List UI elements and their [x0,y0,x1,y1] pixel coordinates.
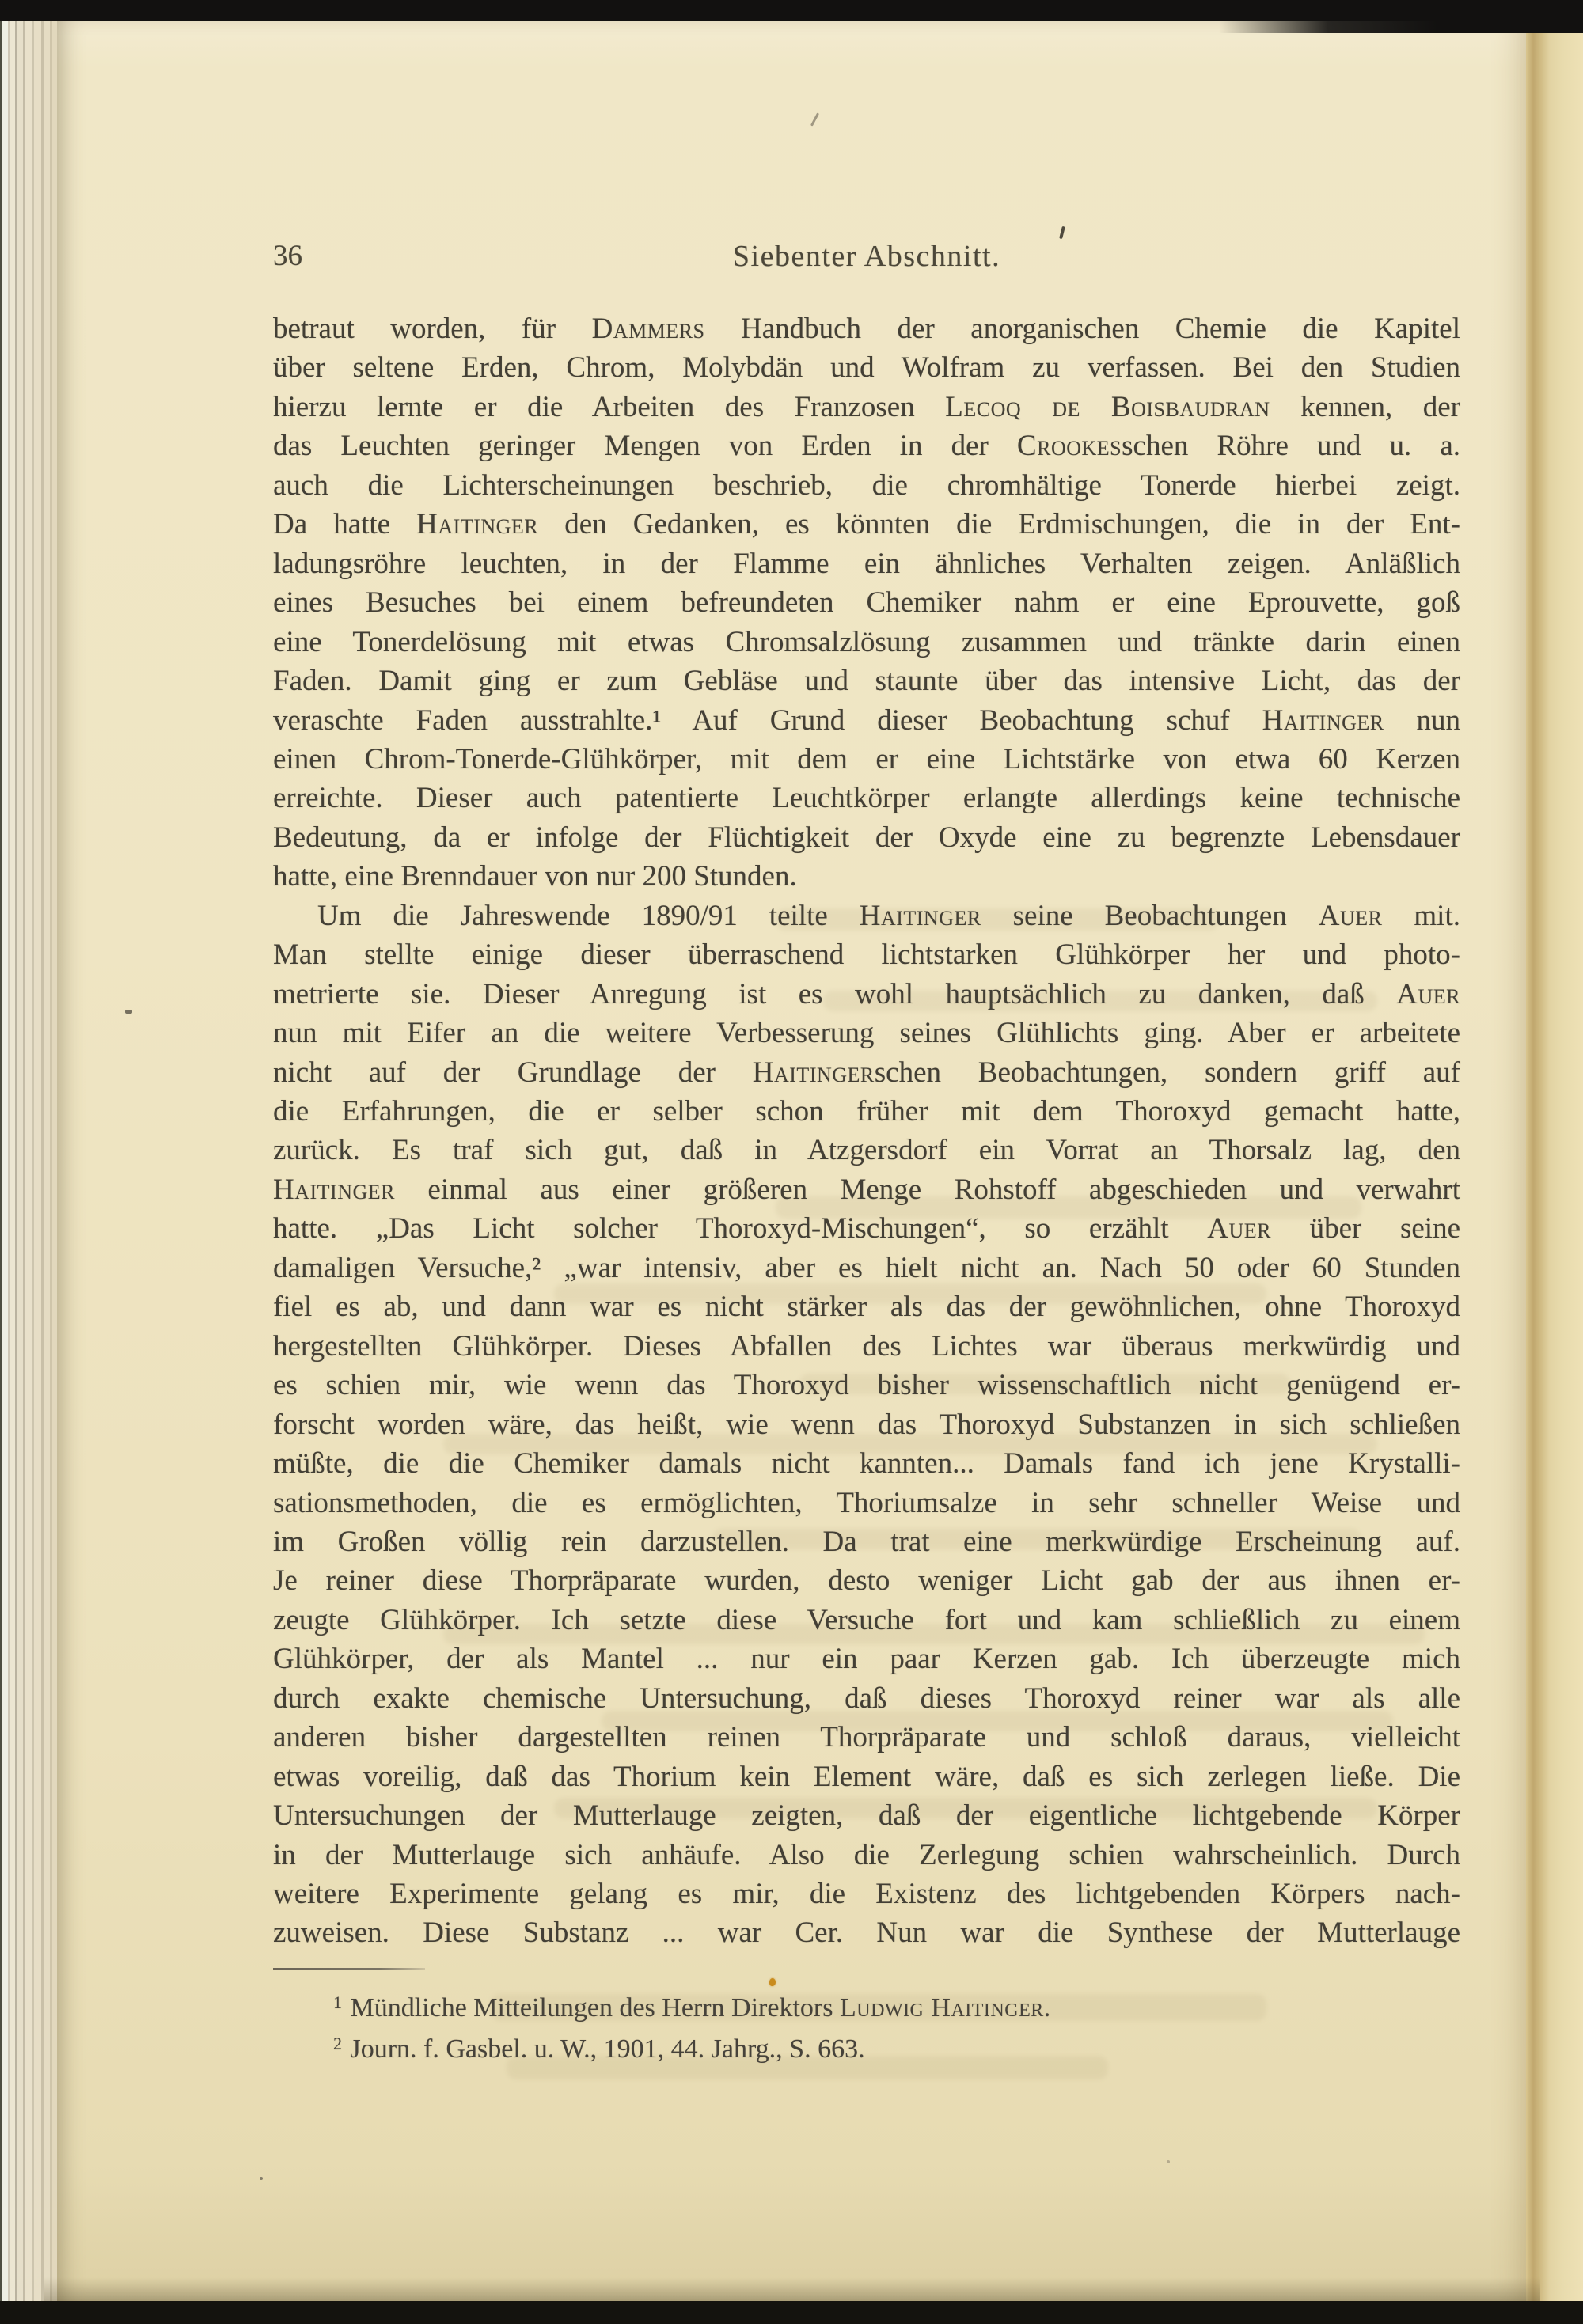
text-line: über seltene Erden, Chrom, Molybdän und Wolfram zu verfassen. Bei den Studien [273,351,1460,385]
text-line: müßte, die die Chemiker damals nicht kannten... Damals fand ich jene Krystalli- [273,1447,1460,1480]
small-caps-name: Haitinger [1262,703,1384,737]
text-line: durch exakte chemische Untersuchung, daß dieses Thoroxyd reiner war als alle [273,1681,1460,1715]
footnote-rule [273,1968,425,1970]
text-line: Haitinger einmal aus einer größeren Menge Rohstoff abgeschieden und verwahrt [273,1173,1460,1206]
text-line: anderen bisher dargestellten reinen Thorpräparate und schloß daraus, vielleicht [273,1721,1460,1754]
footnotes [273,1982,1476,2064]
text-line: Da hatte Haitinger den Gedanken, es könnten die Erdmischungen, die in der Ent- [273,508,1461,541]
page-bottom-shadow [44,2277,1540,2301]
dust-speck [260,2177,263,2180]
small-caps-name: Haitinger [416,508,539,541]
text-line: damaligen Versuche,² „war intensiv, aber es hielt nicht an. Nach 50 oder 60 Stunden [273,1251,1460,1284]
footnote-marker: 2 [333,2034,344,2053]
running-header: Siebenter Abschnitt. [732,240,1001,273]
text-line: fiel es ab, und dann war es nicht stärker als das der gewöhnlichen, ohne Thoroxyd [273,1291,1460,1324]
text-line: Je reiner diese Thorpräparate wurden, desto weniger Licht gab der aus ihnen er- [273,1564,1460,1598]
text-line: erreichte. Dieser auch patentierte Leuchtkörper erlangte allerdings keine technische [273,782,1460,815]
small-caps-name: Ludwig Haitinger [839,1993,1044,2023]
text-line: die Erfahrungen, die er selber schon früher mit dem Thoroxyd gemacht hatte, [273,1095,1460,1128]
small-caps-name: Haitinger [859,899,981,932]
footnote: $^2$ Journ. f. Gasbel. u. W., 1901, 44. Jahrg., S. 663. [333,2034,865,2064]
text-line: auch die Lichterscheinungen beschrieb, die chromhältige Tonerde hierbei zeigt. [273,468,1460,502]
text-line: einen Chrom-Tonerde-Glühkörper, mit dem er eine Lichtstärke von etwa 60 Kerzen [273,742,1460,775]
scan-background-top-wedge [1219,19,1583,33]
text-line: hierzu lernte er die Arbeiten des Franzosen Lecoq de Boisbaudran kennen, der [273,390,1460,423]
small-caps-name: Dammers [591,313,705,345]
margin-dot [125,1010,132,1014]
text-line: betraut worden, für Dammers Handbuch der anorganischen Chemie die Kapitel [273,313,1460,345]
scan-background-bottom [0,2301,1583,2324]
text-line: forscht worden wäre, das heißt, wie wenn das Thoroxyd Substanzen in sich schließen [273,1408,1460,1441]
text-line: Faden. Damit ging er zum Gebläse und staunte über das intensive Licht, das der [273,665,1460,698]
text-line: hergestellten Glühkörper. Dieses Abfallen des Lichtes war überaus merkwürdig und [273,1329,1460,1363]
text-line: sationsmethoden, die es ermöglichten, Thoriumsalze in sehr schneller Weise und [273,1486,1460,1519]
text-line: zuweisen. Diese Substanz ... war Cer. Nun war die Synthese der Mutterlauge [273,1916,1460,1950]
text-line: nun mit Eifer an die weitere Verbesserung seines Glühlichts ging. Aber er arbeitete [273,1017,1460,1050]
text-line: eine Tonerdelösung mit etwas Chromsalzlösung zusammen und tränkte darin einen [273,625,1460,658]
text-line: hatte, eine Brenndauer von nur 200 Stunden. [273,860,797,893]
footnote-marker: 1 [333,1992,344,2012]
small-caps-name: Auer [1396,977,1460,1010]
text-line: veraschte Faden ausstrahlte.¹ Auf Grund dieser Beobachtung schuf Haitinger nun [273,703,1461,737]
small-caps-name: Auer [1318,899,1383,932]
body-text [273,309,1460,1963]
text-line: etwas voreilig, daß das Thorium kein Element wäre, daß es sich zerlegen ließe. Die [273,1760,1460,1793]
text-line: im Großen völlig rein darzustellen. Da trat eine merkwürdige Erscheinung auf. [273,1525,1460,1558]
text-line: zurück. Es traf sich gut, daß in Atzgersdorf ein Vorrat an Thorsalz lag, den [273,1134,1460,1167]
text-line: eines Besuches bei einem befreundeten Chemiker nahm er eine Eprouvette, goß [273,586,1460,620]
text-line: das Leuchten geringer Mengen von Erden in der Crookesschen Röhre und u. a. [273,430,1460,463]
page-stack-fore-edge [0,21,57,2301]
text-line: Um die Jahreswende 1890/91 teilte Haitinger seine Beobachtungen Auer mit. [317,899,1460,932]
text-line: Untersuchungen der Mutterlauge zeigten, daß der eigentliche lichtgebende Körper [273,1799,1460,1833]
text-line: Bedeutung, da er infolge der Flüchtigkeit der Oxyde eine zu begrenzte Lebensdauer [273,821,1460,854]
dust-speck [1167,2160,1170,2163]
small-caps-name: Crookes [1016,430,1122,463]
page-number: 36 [273,240,302,272]
text-line: nicht auf der Grundlage der Haitingerschen Beobachtungen, sondern griff auf [273,1056,1460,1089]
text-line: ladungsröhre leuchten, in der Flamme ein ähnliches Verhalten zeigen. Anläßlich [273,547,1460,580]
scan-background-top [0,0,1583,21]
small-caps-name: Auer [1207,1212,1271,1245]
facing-page-edge [1526,30,1583,2301]
small-caps-name: Lecoq de Boisbaudran [945,390,1270,423]
text-line: zeugte Glühkörper. Ich setzte diese Versuche fort und kam schließlich zu einem [273,1603,1460,1636]
footnote: $^1$ Mündliche Mitteilungen des Herrn Direktors Ludwig Haitinger. [333,1992,1051,2023]
small-caps-name: Haitinger [752,1056,875,1089]
text-line: Glühkörper, der als Mantel ... nur ein paar Kerzen gab. Ich überzeugte mich [273,1643,1460,1676]
small-caps-name: Haitinger [273,1173,395,1206]
text-line: es schien mir, wie wenn das Thoroxyd bisher wissenschaftlich nicht genügend er- [273,1369,1460,1402]
text-line: weitere Experimente gelang es mir, die Existenz des lichtgebenden Körpers nach- [273,1878,1460,1910]
text-line: Man stellte einige dieser überraschend lichtstarken Glühkörper her und photo- [273,938,1460,972]
text-line: hatte. „Das Licht solcher Thoroxyd-Mischungen“, so erzählt Auer über seine [273,1212,1460,1245]
text-line: in der Mutterlauge sich anhäufe. Also die Zerlegung schien wahrscheinlich. Durch [273,1838,1460,1871]
text-line: metrierte sie. Dieser Anregung ist es wohl hauptsächlich zu danken, daß Auer [273,977,1460,1010]
